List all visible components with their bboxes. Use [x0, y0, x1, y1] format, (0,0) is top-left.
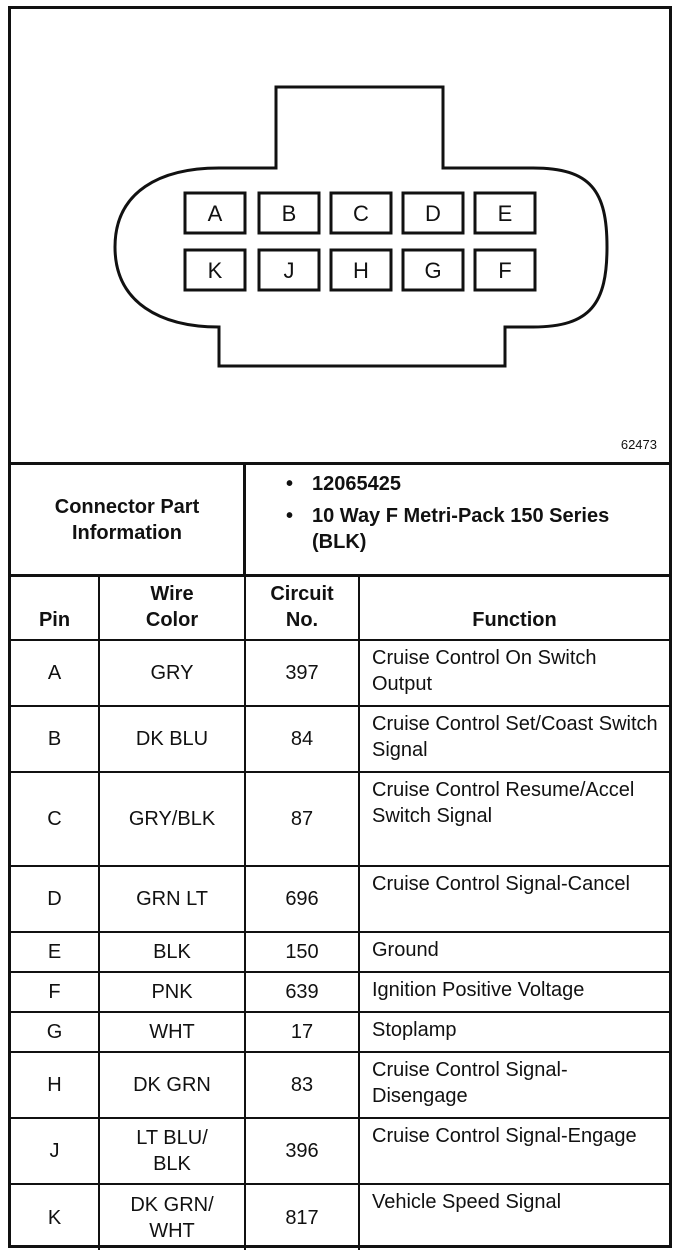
circuit-number-cell: 639 [245, 972, 359, 1012]
pin-cavity [475, 193, 535, 233]
pin-row [11, 866, 669, 932]
pin-label: D [425, 201, 441, 226]
pin-label: F [498, 258, 512, 283]
connector-housing-outline [115, 87, 607, 366]
pin-cavity [403, 250, 463, 290]
header-function: Function [359, 577, 669, 640]
function-cell: Cruise Control Signal-Cancel [359, 866, 669, 932]
pin-cell: E [11, 932, 99, 972]
circuit-number-cell: 84 [245, 706, 359, 772]
pin-row [11, 932, 669, 972]
pin-cell: D [11, 866, 99, 932]
circuit-number-cell: 150 [245, 932, 359, 972]
pin-cell: A [11, 640, 99, 706]
wire-color-cell: GRY [99, 640, 245, 706]
header-circuit-no: Circuit No. [245, 577, 359, 640]
wire-color-cell: LT BLU/ BLK [99, 1118, 245, 1184]
circuit-number-cell: 83 [245, 1052, 359, 1118]
function-cell: Cruise Control Signal-Engage [359, 1118, 669, 1184]
connector-face-drawing [11, 9, 669, 465]
connector-part-info [11, 465, 669, 577]
circuit-number-cell: 17 [245, 1012, 359, 1052]
pin-cavity [331, 250, 391, 290]
pin-cell: J [11, 1118, 99, 1184]
connector-info-label: Connector Part Information [54, 495, 200, 544]
pin-label: A [207, 201, 223, 226]
pin-row [11, 972, 669, 1012]
pin-label: B [281, 201, 297, 226]
wire-color-cell: GRY/BLK [99, 772, 245, 866]
wire-color-cell: DK BLU [99, 706, 245, 772]
connector-description: • 10 Way F Metri-Pack 150 Series (BLK) [246, 503, 666, 555]
connector-sheet [8, 6, 672, 1248]
pin-cavity [331, 193, 391, 233]
pin-cell: G [11, 1012, 99, 1052]
circuit-number-cell: 396 [245, 1118, 359, 1184]
pin-cell: H [11, 1052, 99, 1118]
pin-cell: K [11, 1184, 99, 1250]
wire-color-cell: PNK [99, 972, 245, 1012]
connector-diagram [11, 9, 669, 465]
pin-row [11, 1012, 669, 1052]
pin-cell: F [11, 972, 99, 1012]
pin-label: G [424, 258, 442, 283]
function-cell: Cruise Control Set/Coast Switch Signal [359, 706, 669, 772]
pin-cavity [259, 193, 319, 233]
pin-cell: C [11, 772, 99, 866]
pin-cavity [185, 193, 245, 233]
pin-row [11, 706, 669, 772]
connector-info-list [246, 471, 666, 561]
header-pin: Pin [11, 577, 99, 640]
pin-row [11, 640, 669, 706]
circuit-number-cell: 397 [245, 640, 359, 706]
pin-label: H [353, 258, 369, 283]
circuit-number-cell: 817 [245, 1184, 359, 1250]
header-wire-color: Wire Color [99, 577, 245, 640]
function-cell: Cruise Control Resume/Accel Switch Signal [359, 772, 669, 866]
function-cell: Cruise Control On Switch Output [359, 640, 669, 706]
pin-cell: B [11, 706, 99, 772]
function-cell: Ignition Positive Voltage [359, 972, 669, 1012]
pin-label: C [353, 201, 369, 226]
wire-color-cell: GRN LT [99, 866, 245, 932]
pin-cavity [185, 250, 245, 290]
pin-label: K [207, 258, 223, 283]
pin-cavity [403, 193, 463, 233]
function-cell: Stoplamp [359, 1012, 669, 1052]
wire-color-cell: DK GRN [99, 1052, 245, 1118]
pin-row [11, 1118, 669, 1184]
circuit-number-cell: 87 [245, 772, 359, 866]
wire-color-cell: DK GRN/ WHT [99, 1184, 245, 1250]
function-cell: Ground [359, 932, 669, 972]
pin-row [11, 1052, 669, 1118]
pinout-header-row [11, 577, 669, 640]
pin-row [11, 772, 669, 866]
pin-row [11, 1184, 669, 1250]
connector-part-number: • 12065425 [246, 471, 666, 497]
pin-cavity [259, 250, 319, 290]
pin-label: J [283, 258, 295, 283]
circuit-number-cell: 696 [245, 866, 359, 932]
function-cell: Cruise Control Signal-Disengage [359, 1052, 669, 1118]
figure-number: 62473 [620, 437, 657, 452]
pin-label: E [497, 201, 513, 226]
wire-color-cell: BLK [99, 932, 245, 972]
function-cell: Vehicle Speed Signal [359, 1184, 669, 1250]
pinout-table [11, 577, 669, 1250]
pin-cavity [475, 250, 535, 290]
wire-color-cell: WHT [99, 1012, 245, 1052]
